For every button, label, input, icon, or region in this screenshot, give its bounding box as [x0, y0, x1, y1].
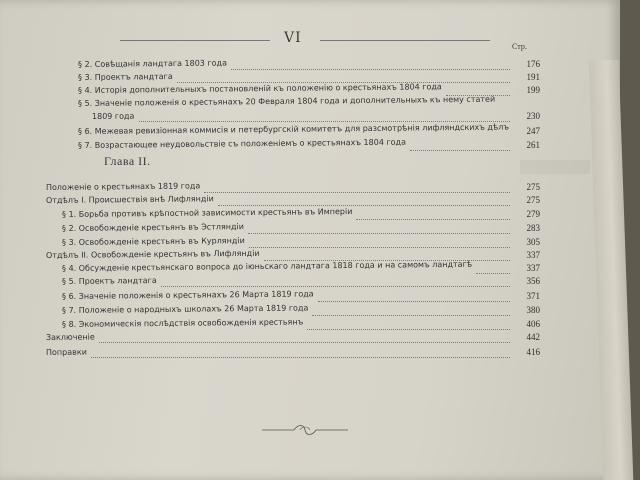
leader-dots	[410, 149, 510, 151]
toc-entry	[62, 289, 314, 301]
toc-entry	[46, 249, 260, 260]
toc-entry-title: § 1. Борьба противъ крѣпостной зависимости крестьянъ въ Имперіи	[61, 206, 353, 219]
toc-page-number: 199	[526, 85, 540, 95]
leader-dots	[249, 246, 510, 248]
toc-entry	[78, 58, 227, 69]
toc-entry	[62, 303, 308, 315]
toc-entry-title: § 7. Возрастающее неудовольствіе съ положеніемъ о крестьянахъ 1804 года	[77, 137, 407, 150]
leader-dots	[99, 341, 510, 343]
leader-dots	[248, 232, 510, 234]
toc-entry	[46, 181, 200, 192]
folio-rule-left	[120, 40, 270, 41]
toc-entry	[92, 112, 135, 121]
ornament-divider	[260, 422, 350, 438]
toc-entry	[62, 222, 244, 233]
toc-entry	[46, 194, 214, 205]
toc-page-number: 371	[526, 291, 540, 301]
toc-entry-title: § 5. Значеніе положенія о крестьянахъ 20 Февраля 1804 года и дополнительныхъ къ нему статей	[77, 94, 496, 108]
toc-entry-title: § 5. Проектъ ландтага	[61, 276, 157, 286]
toc-entry-title: § 7. Положеніе о народныхъ школахъ 26 Марта 1819 года	[61, 303, 309, 315]
page-folio: VI	[284, 30, 302, 46]
toc-entry-title: § 2. Совѣщанія ландтага 1803 года	[77, 58, 228, 69]
leader-dots	[139, 120, 510, 122]
toc-page-number: 283	[526, 223, 540, 233]
toc-page-number: 230	[526, 111, 540, 121]
toc-entry	[78, 72, 173, 82]
leader-dots	[204, 191, 510, 193]
toc-entry	[62, 260, 472, 273]
toc-entry-title: Поправки	[45, 347, 87, 357]
toc-entry-title: § 4. Исторія дополнительныхъ постановленій къ положенію о крестьянахъ 1804 года	[77, 82, 442, 95]
leader-dots	[231, 68, 510, 70]
toc-entry	[62, 276, 157, 286]
toc-entry	[62, 236, 245, 247]
toc-entry-title: 1809 года	[91, 111, 135, 121]
leader-dots	[356, 218, 510, 220]
toc-entry-title: § 2. Освобожденіе крестьянъ въ Эстляндіи	[61, 222, 244, 233]
toc-page-number: 380	[526, 305, 540, 315]
leader-dots	[312, 314, 510, 316]
toc-entry-title: § 8. Экономическія послѣдствія освобожденія крестьянъ	[61, 317, 304, 329]
toc-page-number: 261	[526, 140, 540, 150]
toc-entry-title: Положеніе о крестьянахъ 1819 года	[45, 181, 201, 192]
leader-dots	[318, 300, 510, 302]
toc-page-number: 275	[526, 195, 540, 205]
toc-page-number: 247	[526, 126, 540, 136]
toc-entry	[78, 95, 495, 108]
toc-entry-title: § 3. Проектъ ландтага	[77, 72, 173, 82]
toc-entry	[78, 122, 509, 136]
toc-page-number: 279	[526, 209, 540, 219]
toc-entry-title: § 6. Значеніе положенія о крестьянахъ 26 Марта 1819 года	[61, 289, 314, 301]
toc-entry	[78, 138, 406, 150]
toc-page-number: 337	[526, 263, 540, 273]
leader-dots	[307, 328, 510, 330]
toc-entry-title: § 4. Обсужденіе крестьянскаго вопроса до іюньскаго ландтага 1818 года и на самомъ ландтагѣ	[61, 259, 473, 273]
toc-page-number: 191	[526, 72, 540, 82]
toc-page-number: 275	[526, 182, 540, 192]
toc-page-number: 337	[526, 250, 540, 260]
toc-entry	[46, 348, 87, 357]
leader-dots	[91, 356, 510, 358]
toc-page-number: 305	[526, 237, 540, 247]
toc-entry	[62, 317, 303, 329]
bleed-through-text	[520, 160, 590, 174]
leader-dots	[218, 204, 510, 206]
page-edge	[589, 60, 634, 480]
chapter-heading: Глава II.	[104, 154, 151, 168]
toc-page-number: 442	[526, 332, 540, 342]
leader-dots	[476, 272, 510, 274]
toc-entry-title: Отдѣлъ II. Освобожденіе крестьянъ въ Лифляндіи	[45, 248, 260, 260]
toc-page-number: 176	[526, 59, 540, 69]
toc-entry-title: § 3. Освобожденіе крестьянъ въ Курляндіи	[61, 236, 245, 247]
toc-entry-title: Отдѣлъ I. Происшествія внѣ Лифляндіи	[45, 194, 214, 205]
toc-entry-title: § 6. Межевая ревизіонная коммисія и петербургскій комитетъ для разсмотрѣнія лифляндскихъ дѣлъ	[77, 122, 510, 136]
page-column-label: Стр.	[512, 42, 527, 51]
toc-entry	[46, 332, 95, 342]
toc-entry	[78, 82, 442, 95]
toc-entry-title: Заключеніе	[45, 332, 95, 342]
leader-dots	[161, 285, 510, 287]
toc-entry	[62, 207, 352, 219]
toc-page-number: 356	[526, 276, 540, 286]
toc-page-number: 416	[526, 347, 540, 357]
folio-rule-right	[320, 40, 490, 41]
toc-page-number: 406	[526, 319, 540, 329]
